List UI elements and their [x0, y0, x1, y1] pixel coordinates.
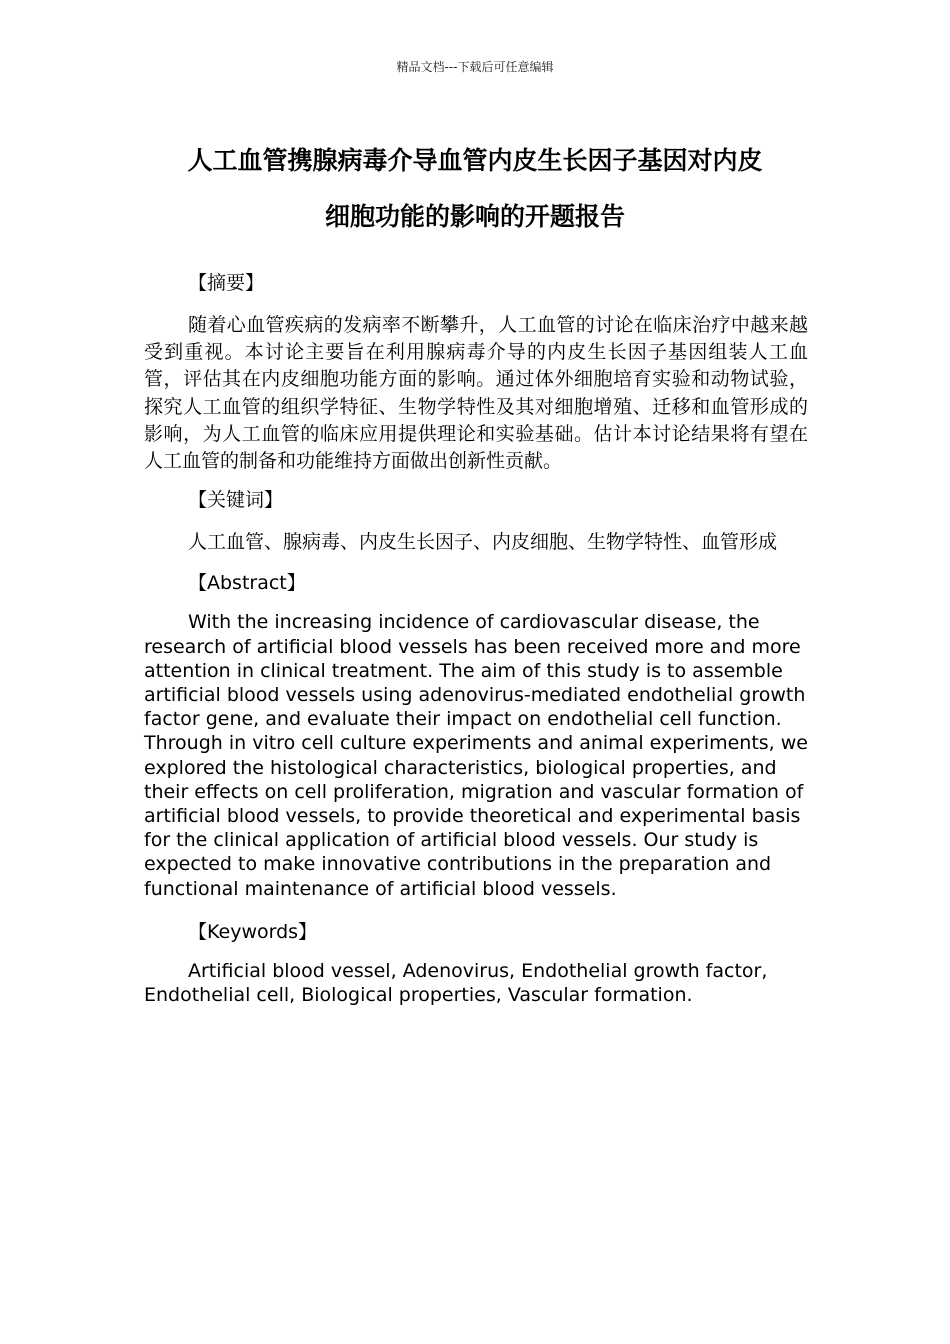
abstract-en-heading: 【Abstract】	[188, 572, 306, 595]
abstract-cn-heading: 【摘要】	[188, 272, 265, 294]
document-title	[140, 133, 810, 245]
abstract-en-body: With the increasing incidence of cardiovascular disease, the research of artificial blood vessels has been received more and more attention in clinical treatment. The aim of this study is to assemble artificial blood vessels using adenovirus-mediated endothelial growth factor gene, and evaluate their impact on endothelial cell function. Through in vitro cell culture experiments and animal experiments, we explored the histological characteristics, biological properties, and their effects on cell proliferation, migration and vascular formation of artificial blood vessels, to provide theoretical and experimental basis for the clinical application of artificial blood vessels. Our study is expected to make innovative contributions in the preparation and functional maintenance of artificial blood vessels.	[144, 611, 808, 900]
keywords-en-heading: 【Keywords】	[188, 920, 318, 943]
keywords-cn-heading: 【关键词】	[188, 489, 284, 512]
title-line-1: 人工血管携腺病毒介导血管内皮生长因子基因对内皮	[187, 146, 763, 175]
title-line-2: 细胞功能的影响的开题报告	[324, 202, 625, 231]
abstract-cn-body: 随着心血管疾病的发病率不断攀升，人工血管的讨论在临床治疗中越来越受到重视。本讨论主要旨在利用腺病毒介导的内皮生长因子基因组装人工血管，评估其在内皮细胞功能方面的影响。通过体外细胞培育实验和动物试验，探究人工血管的组织学特征、生物学特性及其对细胞增殖、迁移和血管形成的影响，为人工血管的临床应用提供理论和实验基础。估计本讨论结果将有望在人工血管的制备和功能维持方面做出创新性贡献。	[144, 314, 808, 473]
keywords-en-body: Artificial blood vessel, Adenovirus, Endothelial growth factor, Endothelial cell, Biological properties, Vascular formation.	[144, 959, 768, 1007]
header-note: 精品文档---下载后可任意编辑	[396, 60, 554, 74]
document-body	[144, 270, 808, 1007]
keywords-cn-body: 人工血管、腺病毒、内皮生长因子、内皮细胞、生物学特性、血管形成	[188, 531, 778, 554]
